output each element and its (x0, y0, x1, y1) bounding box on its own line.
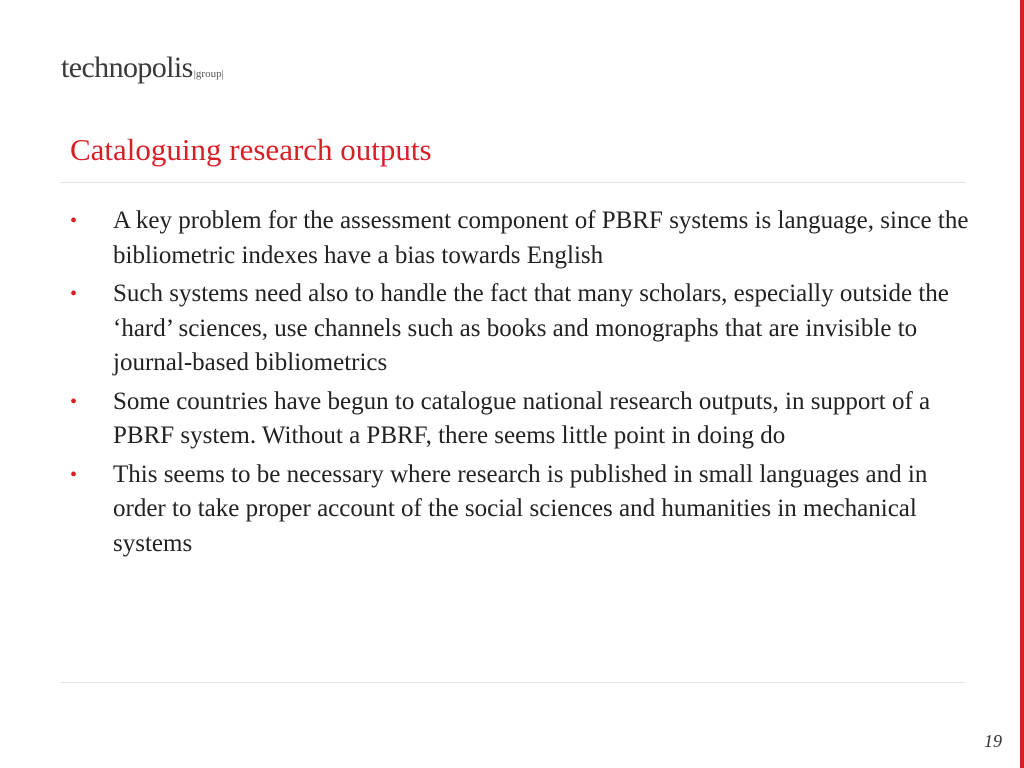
bullet-item (70, 204, 970, 273)
accent-bar (1020, 0, 1024, 768)
logo-wordmark: technopolis (61, 51, 193, 84)
slide-title: Cataloguing research outputs (70, 132, 432, 167)
bullet-icon: • (70, 210, 78, 232)
bullet-text: This seems to be necessary where research is published in small languages and in order to take proper account of the social sciences and humanities in mechanical systems (113, 460, 928, 557)
technopolis-logo (61, 53, 224, 83)
footer-divider (60, 682, 965, 683)
bullet-text: Some countries have begun to catalogue national research outputs, in support of a PBRF system. Without a PBRF, there seems little point in doing do (113, 387, 931, 449)
page-number: 19 (984, 731, 1002, 751)
bullet-item (70, 458, 970, 562)
bullet-text: A key problem for the assessment component of PBRF systems is language, since the bibliometric indexes have a bias towards English (113, 207, 969, 269)
bullet-list (70, 204, 970, 565)
bullet-text: Such systems need also to handle the fact that many scholars, especially outside the ‘hard’ sciences, use channels such as books and monographs that are invisible to journal-based bibliometrics (113, 280, 949, 376)
bullet-icon: • (70, 463, 78, 486)
bullet-icon: • (70, 390, 78, 413)
bullet-item (70, 277, 970, 381)
logo-group-tag: |group| (193, 68, 224, 80)
bullet-icon: • (70, 283, 78, 305)
title-divider (60, 182, 965, 183)
bullet-item (70, 385, 970, 454)
